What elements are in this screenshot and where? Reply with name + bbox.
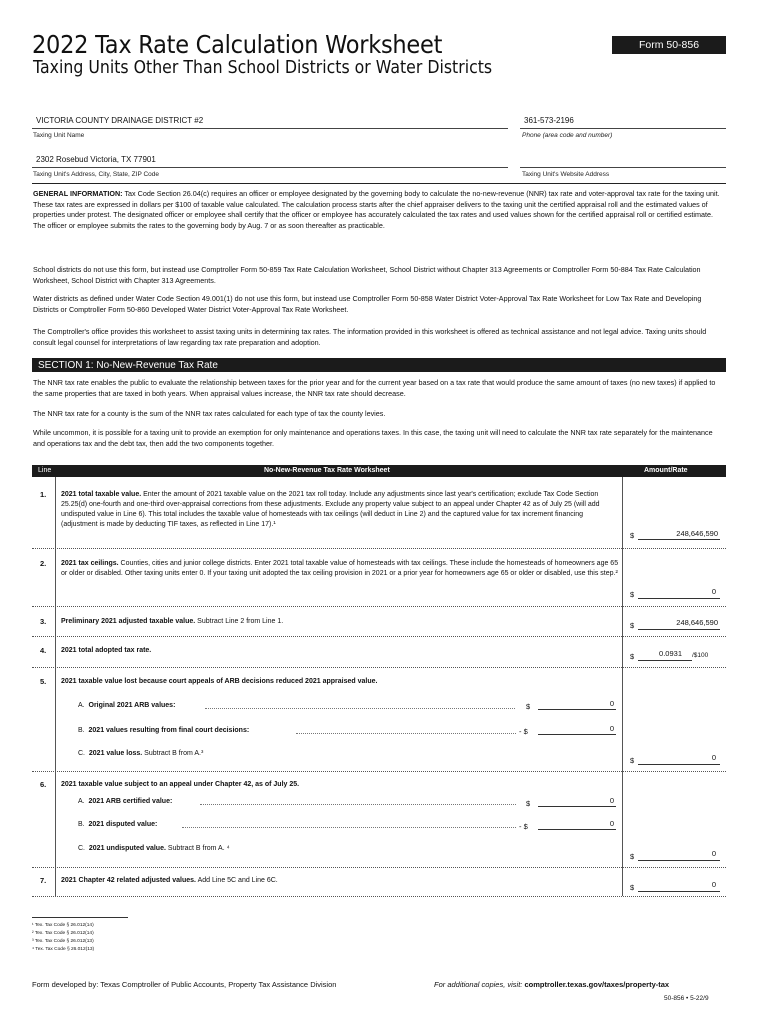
line-5a: A. Original 2021 ARB values:: [78, 702, 176, 709]
form-code: 50-856 • 5-22/9: [664, 995, 709, 1002]
line-4-amount: 0.0931: [659, 649, 682, 658]
line-number: 1.: [40, 490, 47, 499]
line-5-amount: 0: [711, 753, 716, 762]
line-5a-currency: $: [526, 702, 531, 711]
taxing-unit-address: 2302 Rosebud Victoria, TX 77901: [36, 155, 156, 164]
line-number: 5.: [40, 677, 47, 686]
line-1-amount: 248,646,590: [676, 529, 718, 538]
footnote-1: ¹ Tex. Tax Code § 26.012(14): [32, 923, 94, 928]
line-6a-currency: $: [526, 799, 531, 808]
line-5-text: 2021 taxable value lost because court appeals of ARB decisions reduced 2021 appraised value.: [61, 678, 378, 685]
section-1-paragraph-2: The NNR tax rate for a county is the sum of the NNR tax rates calculated for each type of tax the county levies.: [33, 409, 386, 418]
line-5b: B. 2021 values resulting from final court decisions:: [78, 727, 250, 734]
form-number-badge: Form 50-856: [612, 36, 726, 54]
line-5b-amount: 0: [609, 724, 614, 733]
line-number: 6.: [40, 780, 47, 789]
line-6a-amount: 0: [609, 796, 614, 805]
footnote-4: ⁴ Tex. Tax Code § 26.012(13): [32, 947, 95, 952]
worksheet-table-header: [32, 465, 726, 477]
line-5a-amount: 0: [609, 699, 614, 708]
line-6c: C. 2021 undisputed value. Subtract B from A. ⁴: [78, 845, 230, 852]
section-1-paragraph-1: The NNR tax rate enables the public to evaluate the relationship between taxes for the prior year and for the current year based on a tax rate that would produce the same amount of taxes (no new taxes) if applied to the same properties that are taxed in both years. When appraisal values increase, the NNR tax rate should decrease.: [33, 378, 716, 398]
line-3-text: Preliminary 2021 adjusted taxable value. Subtract Line 2 from Line 1.: [61, 618, 284, 625]
line-2-amount: 0: [711, 587, 716, 596]
line-2-currency: $: [630, 590, 635, 599]
column-amount: Amount/Rate: [644, 467, 688, 474]
website-label: Taxing Unit's Website Address: [522, 171, 610, 178]
line-5b-currency: - $: [519, 727, 528, 736]
line-6-amount: 0: [711, 849, 716, 858]
line-4-currency: $: [630, 652, 635, 661]
page-subtitle: Taxing Units Other Than School Districts or Water Districts: [33, 58, 493, 78]
line-5-currency: $: [630, 756, 635, 765]
water-districts-note: Water districts as defined under Water Code Section 49.001(1) do not use this form, but instead use Comptroller Form 50-858 Water District Voter-Approval Tax Rate Worksheet for Low Tax Rate and Developing Districts or Comptroller Form 50-860 Developed Water District Voter-Approval Tax Rate Worksheet.: [33, 294, 702, 314]
section-1-paragraph-3: While uncommon, it is possible for a taxing unit to provide an exemption for only maintenance and operations taxes. In this case, the taxing unit will need to calculate the NNR tax rate separately for the maintenance and operations tax and the debt tax, then add the two components together.: [33, 428, 713, 448]
line-7-amount: 0: [711, 880, 716, 889]
line-5c: C. 2021 value loss. Subtract B from A.³: [78, 750, 204, 757]
line-2-text: 2021 tax ceilings. Counties, cities and junior college districts. Enter 2021 total taxable value of homesteads with tax ceilings. These include the homesteads of homeowners age 65 or older or disabled. Other taxing units enter 0. If your taxing unit adopted the tax ceiling provision in 2021 or a prior year for homeowners age 65 or older or disabled, use this step.²: [61, 560, 619, 577]
footnote-2: ² Tex. Tax Code § 26.012(14): [32, 931, 94, 936]
school-districts-note: School districts do not use this form, but instead use Comptroller Form 50-859 Tax Rate Calculation Worksheet, School District without Chapter 313 Agreements or Comptroller Form 50-884 Tax Rate Calculation Worksheet, School District with Chapter 313 Agreements.: [33, 265, 701, 285]
line-6-text: 2021 taxable value subject to an appeal under Chapter 42, as of July 25.: [61, 781, 300, 788]
taxing-unit-name: VICTORIA COUNTY DRAINAGE DISTRICT #2: [36, 116, 204, 125]
line-3-currency: $: [630, 621, 635, 630]
line-4-suffix: /$100: [692, 652, 709, 659]
phone-number: 361-573-2196: [524, 116, 574, 125]
comptroller-note: The Comptroller's office provides this worksheet to assist taxing units in determining tax rates. The information provided in this worksheet is offered as technical assistance and not legal advice. Taxing units should consult legal counsel for interpretations of law regarding tax rate preparation and adoption.: [33, 327, 707, 347]
phone-label: Phone (area code and number): [522, 132, 613, 139]
taxing-unit-name-label: Taxing Unit Name: [33, 132, 85, 139]
column-title: No-New-Revenue Tax Rate Worksheet: [264, 467, 390, 474]
line-1-text: 2021 total taxable value. Enter the amount of 2021 taxable value on the 2021 tax roll today. Include any adjustments since last year's certification; exclude Tax Code Section 25.25(d) one-fourth and one-third over-appraisal corrections from these adjustments. Exclude any property value subject to an appeal under Chapter 42 as of July 25 (will add undisputed value in Line 6). This total includes the taxable value of homesteads with tax ceilings (will deduct in Line 2) and the captured value for tax increment financing (adjustment is made by deducting TIF taxes, as reflected in Line 17).¹: [61, 491, 600, 528]
line-number: 3.: [40, 617, 47, 626]
section-1-header: SECTION 1: No-New-Revenue Tax Rate: [32, 358, 726, 372]
line-6b: B. 2021 disputed value:: [78, 821, 158, 828]
footer-copies: For additional copies, visit: comptroller.texas.gov/taxes/property-tax: [434, 980, 670, 989]
line-4-text: 2021 total adopted tax rate.: [61, 647, 152, 654]
line-7-text: 2021 Chapter 42 related adjusted values. Add Line 5C and Line 6C.: [61, 877, 278, 884]
line-6a: A. 2021 ARB certified value:: [78, 798, 173, 805]
footnote-3: ³ Tex. Tax Code § 26.012(13): [32, 939, 94, 944]
comptroller-link[interactable]: comptroller.texas.gov/taxes/property-tax: [524, 980, 670, 989]
line-1-currency: $: [630, 531, 635, 540]
general-information: GENERAL INFORMATION: Tax Code Section 26.04(c) requires an officer or employee designated by the governing body to calculate the no-new-revenue (NNR) tax rate and voter-approval tax rate for the taxing unit. These tax rates are expressed in dollars per $100 of taxable value calculated. The calculation process starts after the chief appraiser delivers to the taxing unit the certified appraisal roll and the estimated values of properties under protest. The designated officer or employee shall certify that the officer or employee has accurately calculated the tax rates and used values shown for the certified appraisal roll or certified estimate. The officer or employee submits the rates to the governing body by Aug. 7 or as soon thereafter as practicable.: [33, 189, 720, 230]
line-number: 2.: [40, 559, 47, 568]
page-title: 2022 Tax Rate Calculation Worksheet: [32, 30, 443, 59]
line-number: 4.: [40, 646, 47, 655]
line-7-currency: $: [630, 883, 635, 892]
line-6-currency: $: [630, 852, 635, 861]
line-6b-currency: - $: [519, 822, 528, 831]
column-line: Line: [38, 467, 52, 474]
address-label: Taxing Unit's Address, City, State, ZIP Code: [33, 171, 160, 178]
line-3-amount: 248,646,590: [676, 618, 718, 627]
line-number: 7.: [40, 876, 47, 885]
footer-developer: Form developed by: Texas Comptroller of Public Accounts, Property Tax Assistance Division: [32, 980, 337, 989]
line-6b-amount: 0: [609, 819, 614, 828]
